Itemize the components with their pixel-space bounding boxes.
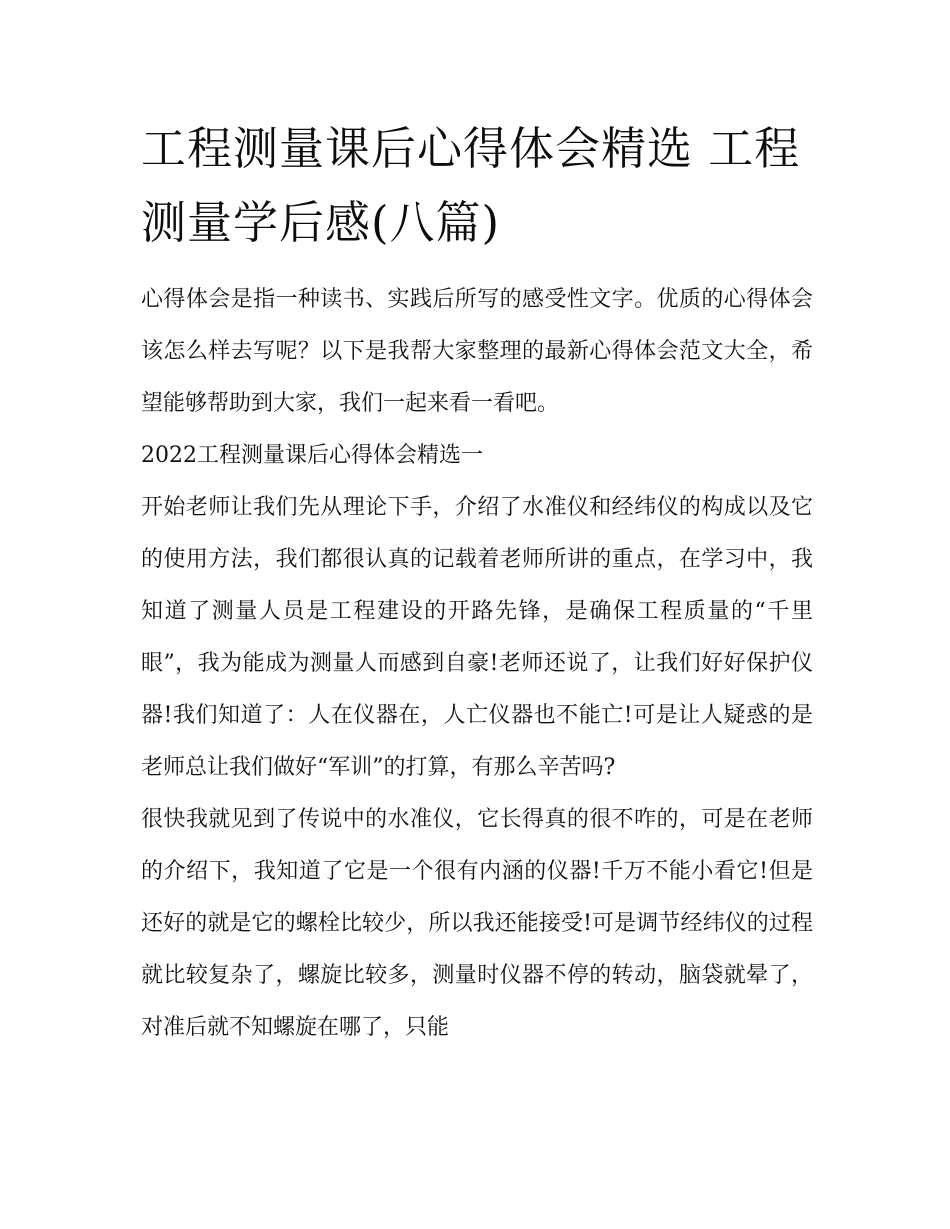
intro-paragraph: 心得体会是指一种读书、实践后所写的感受性文字。优质的心得体会该怎么样去写呢？以下是我帮大家整理的最新心得体会范文大全，希望能够帮助到大家，我们一起来看一看吧。 xyxy=(141,287,813,416)
body-paragraph-1: 开始老师让我们先从理论下手，介绍了水准仪和经纬仪的构成以及它的使用方法，我们都很认真的记载着老师所讲的重点，在学习中，我知道了测量人员是工程建设的开路先锋，是确保工程质量的“千里眼”，我为能成为测量人而感到自豪!老师还说了，让我们好好保护仪器!我们知道了：人在仪器在，人亡仪器也不能亡!可是让人疑惑的是老师总让我们做好“军训”的打算，有那么辛苦吗? xyxy=(141,495,813,780)
document-page xyxy=(141,112,813,1054)
body-paragraph-2: 很快我就见到了传说中的水准仪，它长得真的很不咋的，可是在老师的介绍下，我知道了它是一个很有内涵的仪器!千万不能小看它!但是还好的就是它的螺栓比较少，所以我还能接受!可是调节经纬仪的过程就比较复杂了，螺旋比较多，测量时仪器不停的转动，脑袋就晕了，对准后就不知螺旋在哪了，只能 xyxy=(141,807,813,1040)
document-body xyxy=(141,274,813,1054)
section-heading: 2022工程测量课后心得体会精选一 xyxy=(141,443,483,468)
document-title: 工程测量课后心得体会精选 工程测量学后感(八篇) xyxy=(141,122,801,249)
